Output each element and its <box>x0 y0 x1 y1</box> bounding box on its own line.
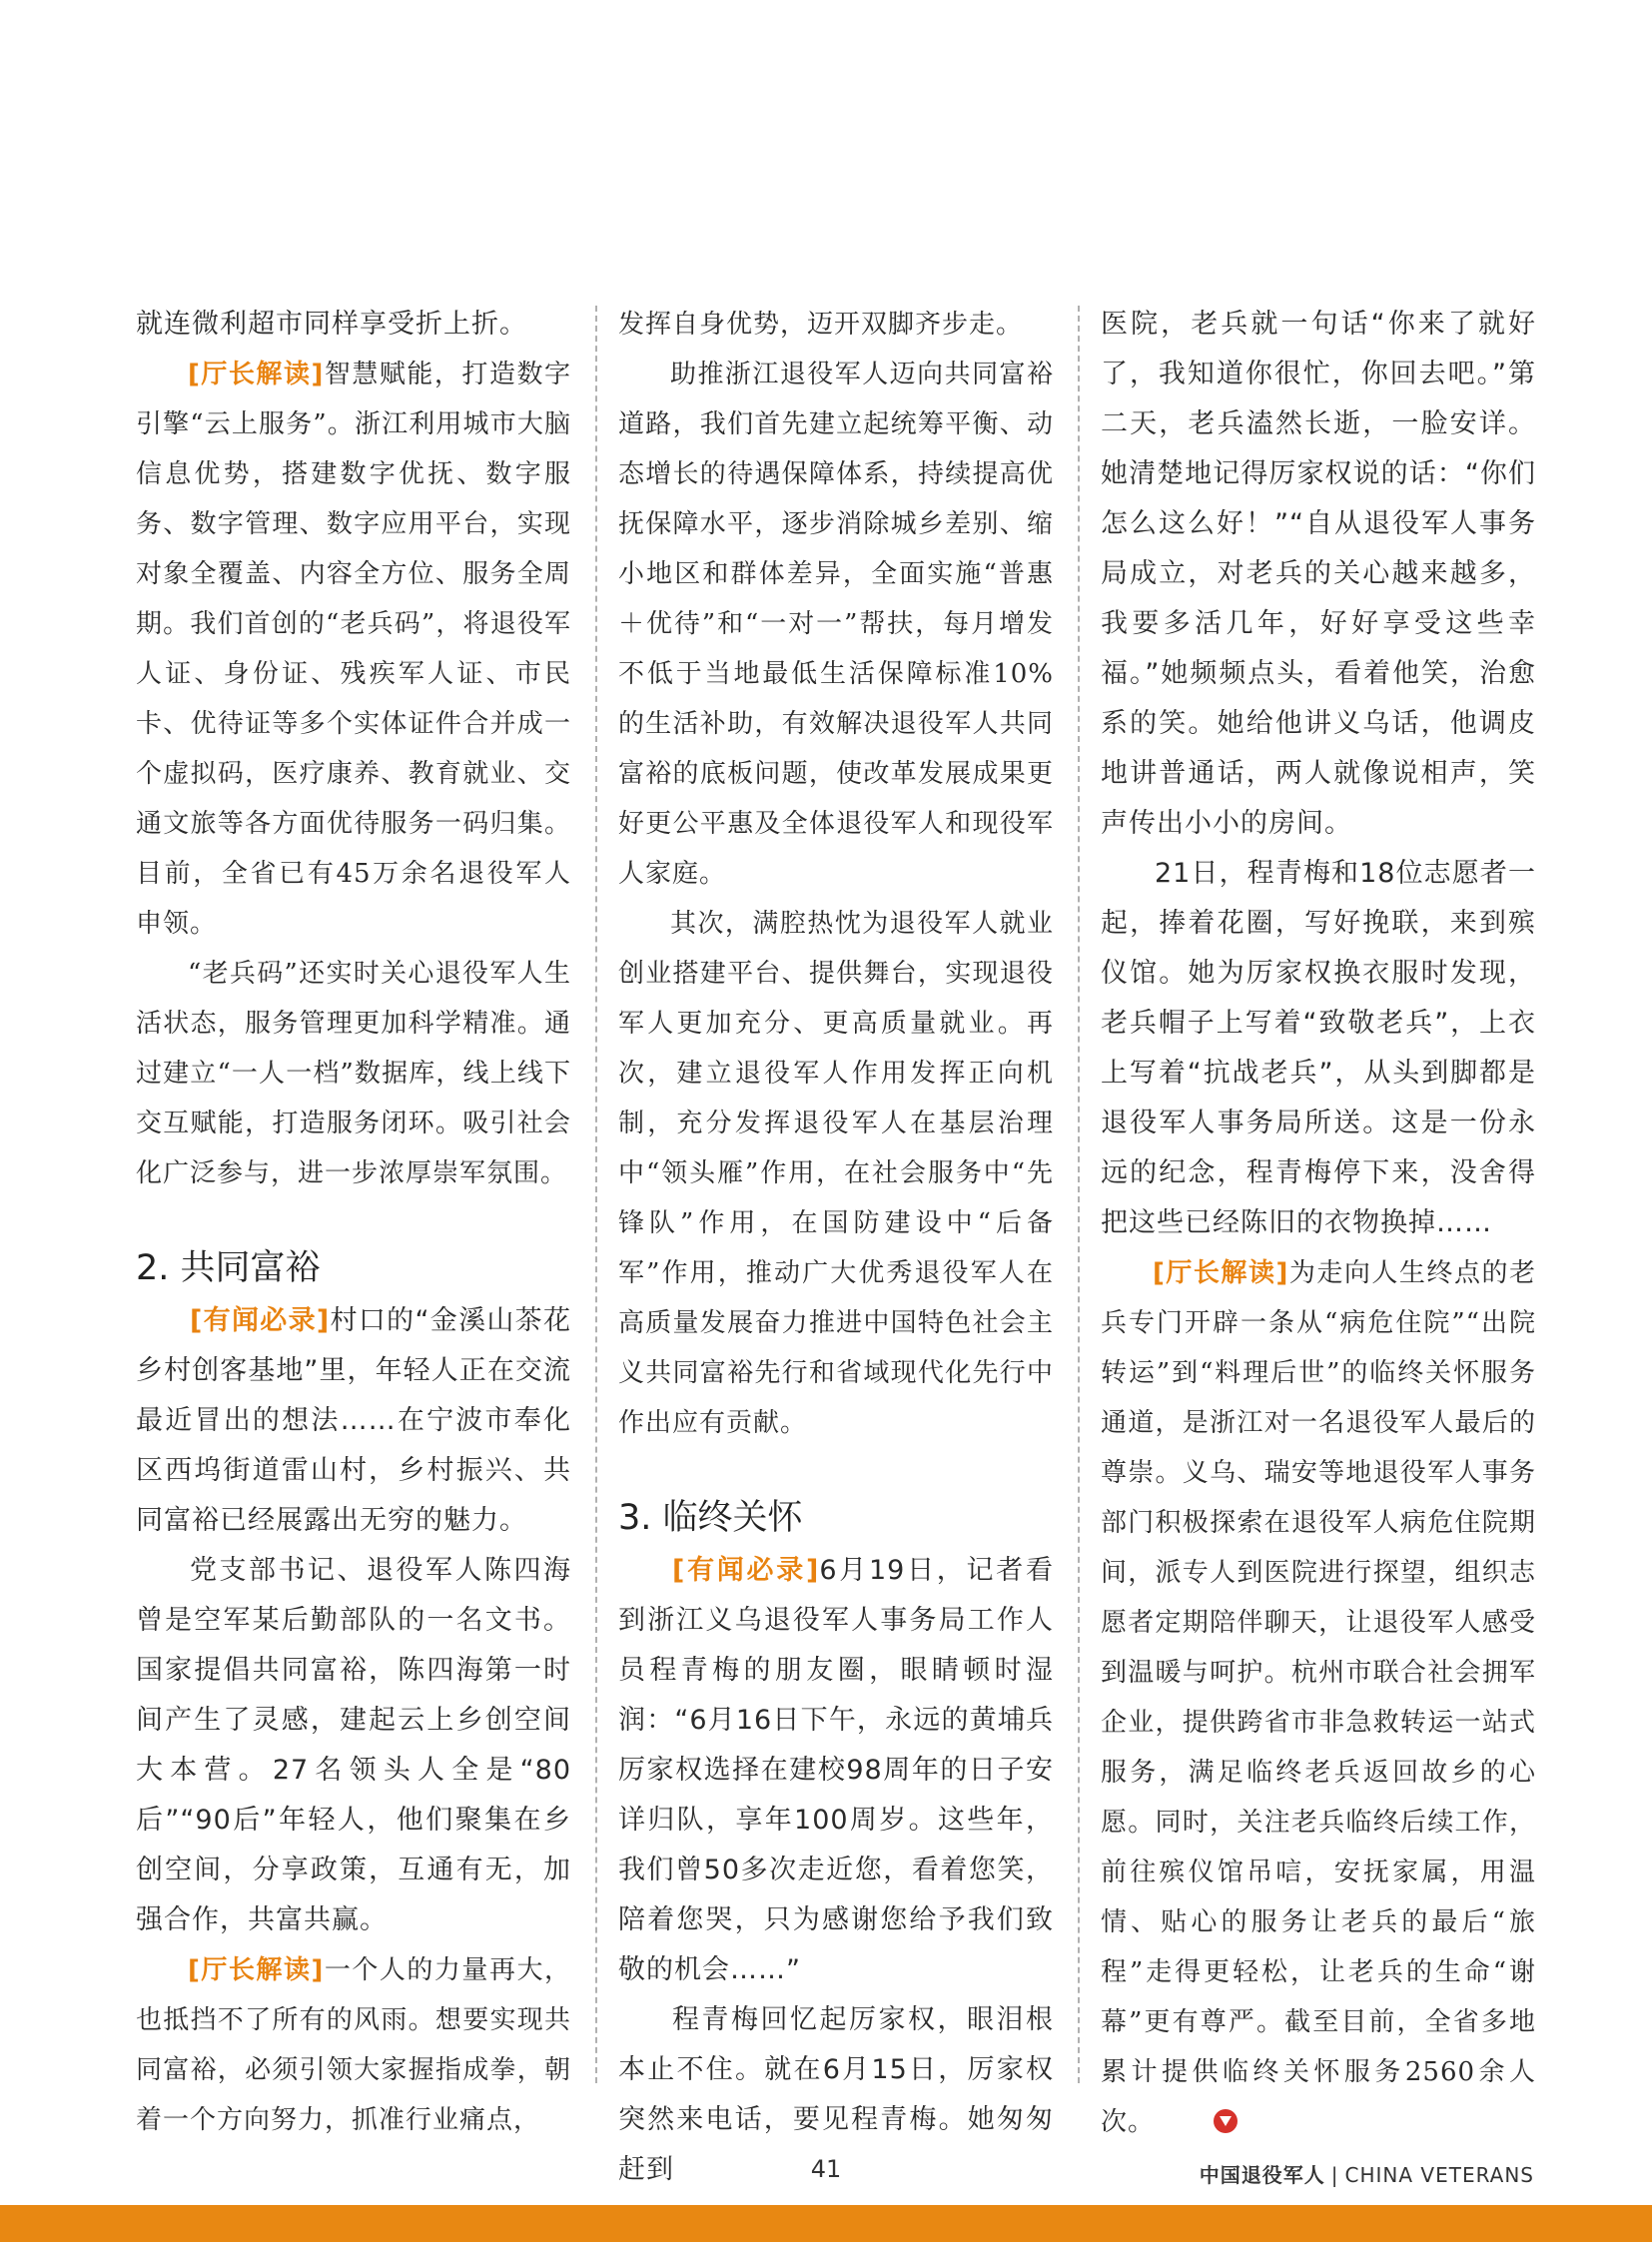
paragraph: 其次，满腔热忱为退役军人就业创业搭建平台、提供舞台，实现退役军人更加充分、更高质量就业。再次，建立退役军人作用发挥正向机制，充分发挥退役军人在基层治理中“领头雁”作用，在社会服务中“先锋队”作用，在国防建设中“后备军”作用，推动广大优秀退役军人在高质量发展奋力推进中国特色社会主义共同富裕先行和省域现代化先行中作出应有贡献。 <box>618 909 1054 1438</box>
paragraph: 医院，老兵就一句话“你来了就好了，我知道你很忙，你回去吧。”第二天，老兵溘然长逝，一脸安详。她清楚地记得厉家权说的话：“你们怎么这么好！”“自从退役军人事务局成立，对老兵的关心越来越多，我要多活几年，好好享受这些幸福。”她频频点头，看着他笑，治愈系的笑。她给他讲义乌话，他调皮地讲普通话，两人就像说相声，笑声传出小小的房间。 <box>1101 309 1536 839</box>
paragraph-text: 村口的“金溪山茶花乡村创客基地”里，年轻人正在交流最近冒出的想法……在宁波市奉化区西坞街道雷山村，乡村振兴、共同富裕已经展露出无穷的魅力。 <box>136 1305 571 1536</box>
magazine-brand <box>1200 2159 1534 2188</box>
paragraph <box>136 1945 571 2145</box>
footer-bar <box>0 2205 1652 2242</box>
paragraph: “老兵码”还实时关心退役军人生活状态，服务管理更加科学精准。通过建立“一人一档”数据库，线上线下交互赋能，打造服务闭环。吸引社会化广泛参与，进一步浓厚崇军氛围。 <box>136 959 571 1188</box>
paragraph: 党支部书记、退役军人陈四海曾是空军某后勤部队的一名文书。国家提倡共同富裕，陈四海第一时间产生了灵感，建起云上乡创空间大本营。27名领头人全是“80后”“90后”年轻人，他们聚集在乡创空间，分享政策，互通有无，加强合作，共富共赢。 <box>136 1555 571 1935</box>
paragraph <box>618 1546 1054 1995</box>
paragraph <box>136 1296 571 1546</box>
paragraph-text: 6月19日，记者看到浙江义乌退役军人事务局工作人员程青梅的朋友圈，眼睛顿时湿润：“6月16日下午，永远的黄埔兵厉家权选择在建校98周年的日子安详归队，享年100周岁。这些年，我们曾50多次走近您，看着您笑，陪着您哭，只为感谢您给予我们致敬的机会……” <box>618 1555 1054 1985</box>
brand-chinese: 中国退役军人 <box>1199 2163 1325 2187</box>
column-divider <box>595 306 597 2083</box>
section-heading: 3. 临终关怀 <box>618 1498 803 1538</box>
paragraph-text: 智慧赋能，打造数字引擎“云上服务”。浙江利用城市大脑信息优势，搭建数字优抚、数字服务、数字管理、数字应用平台，实现对象全覆盖、内容全方位、服务全周期。我们首创的“老兵码”，将退役军人证、身份证、残疾军人证、市民卡、优待证等多个实体证件合并成一个虚拟码，医疗康养、教育就业、交通文旅等各方面优待服务一码归集。目前，全省已有45万余名退役军人申领。 <box>136 360 571 939</box>
paragraph-text: 为走向人生终点的老兵专门开辟一条从“病危住院”“出院转运”到“料理后世”的临终关怀服务通道，是浙江对一名退役军人最后的尊崇。义乌、瑞安等地退役军人事务部门积极探索在退役军人病危住院期间，派专人到医院进行探望，组织志愿者定期陪伴聊天，让退役军人感受到温暖与呵护。杭州市联合社会拥军企业，提供跨省市非急救转运一站式服务，满足临终老兵返回故乡的心愿。同时，关注老兵临终后续工作，前往殡仪馆吊唁，安抚家属，用温情、贴心的服务让老兵的最后“旅程”走得更轻松，让老兵的生命“谢幕”更有尊严。截至目前，全省多地累计提供临终关怀服务2560余人次。 <box>1101 1258 1536 2137</box>
section-tag: [厅长解读] <box>1153 1258 1289 1288</box>
section-tag: [有闻必录] <box>672 1555 820 1586</box>
column-2 <box>618 300 1054 2195</box>
paragraph: 程青梅回忆起厉家权，眼泪根本止不住。就在6月15日，厉家权突然来电话，要见程青梅。她匆匆赶到 <box>618 2004 1054 2185</box>
paragraph: 就连微利超市同样享受折上折。 <box>136 309 527 340</box>
column-3 <box>1101 300 1536 2147</box>
section-heading: 2. 共同富裕 <box>136 1248 321 1288</box>
paragraph-text: 一个人的力量再大，也抵挡不了所有的风雨。想要实现共同富裕，必须引领大家握指成拳，朝着一个方向努力，抓准行业痛点， <box>136 1955 571 2135</box>
paragraph: 21日，程青梅和18位志愿者一起，捧着花圈，写好挽联，来到殡仪馆。她为厉家权换衣服时发现，老兵帽子上写着“致敬老兵”，上衣上写着“抗战老兵”，从头到脚都是退役军人事务局所送。这是一份永远的纪念，程青梅停下来，没舍得把这些已经陈旧的衣物换掉…… <box>1101 858 1536 1238</box>
column-1 <box>136 300 571 2145</box>
brand-english: CHINA VETERANS <box>1344 2163 1534 2187</box>
page-number: 41 <box>810 2155 842 2183</box>
paragraph: 助推浙江退役军人迈向共同富裕道路，我们首先建立起统筹平衡、动态增长的待遇保障体系，持续提高优抚保障水平，逐步消除城乡差别、缩小地区和群体差异，全面实施“普惠＋优待”和“一对一”帮扶，每月增发不低于当地最低生活保障标准10%的生活补助，有效解决退役军人共同富裕的底板问题，使改革发展成果更好更公平惠及全体退役军人和现役军人家庭。 <box>618 360 1054 889</box>
section-tag: [厅长解读] <box>188 360 325 389</box>
section-tag: [有闻必录] <box>190 1305 331 1336</box>
paragraph: 发挥自身优势，迈开双脚齐步走。 <box>618 310 1024 340</box>
paragraph <box>136 350 571 949</box>
section-tag: [厅长解读] <box>188 1955 325 1985</box>
brand-separator: | <box>1330 2163 1339 2187</box>
end-mark-icon <box>1161 2101 1187 2127</box>
column-divider <box>1078 306 1080 2083</box>
paragraph <box>1101 1248 1536 2147</box>
